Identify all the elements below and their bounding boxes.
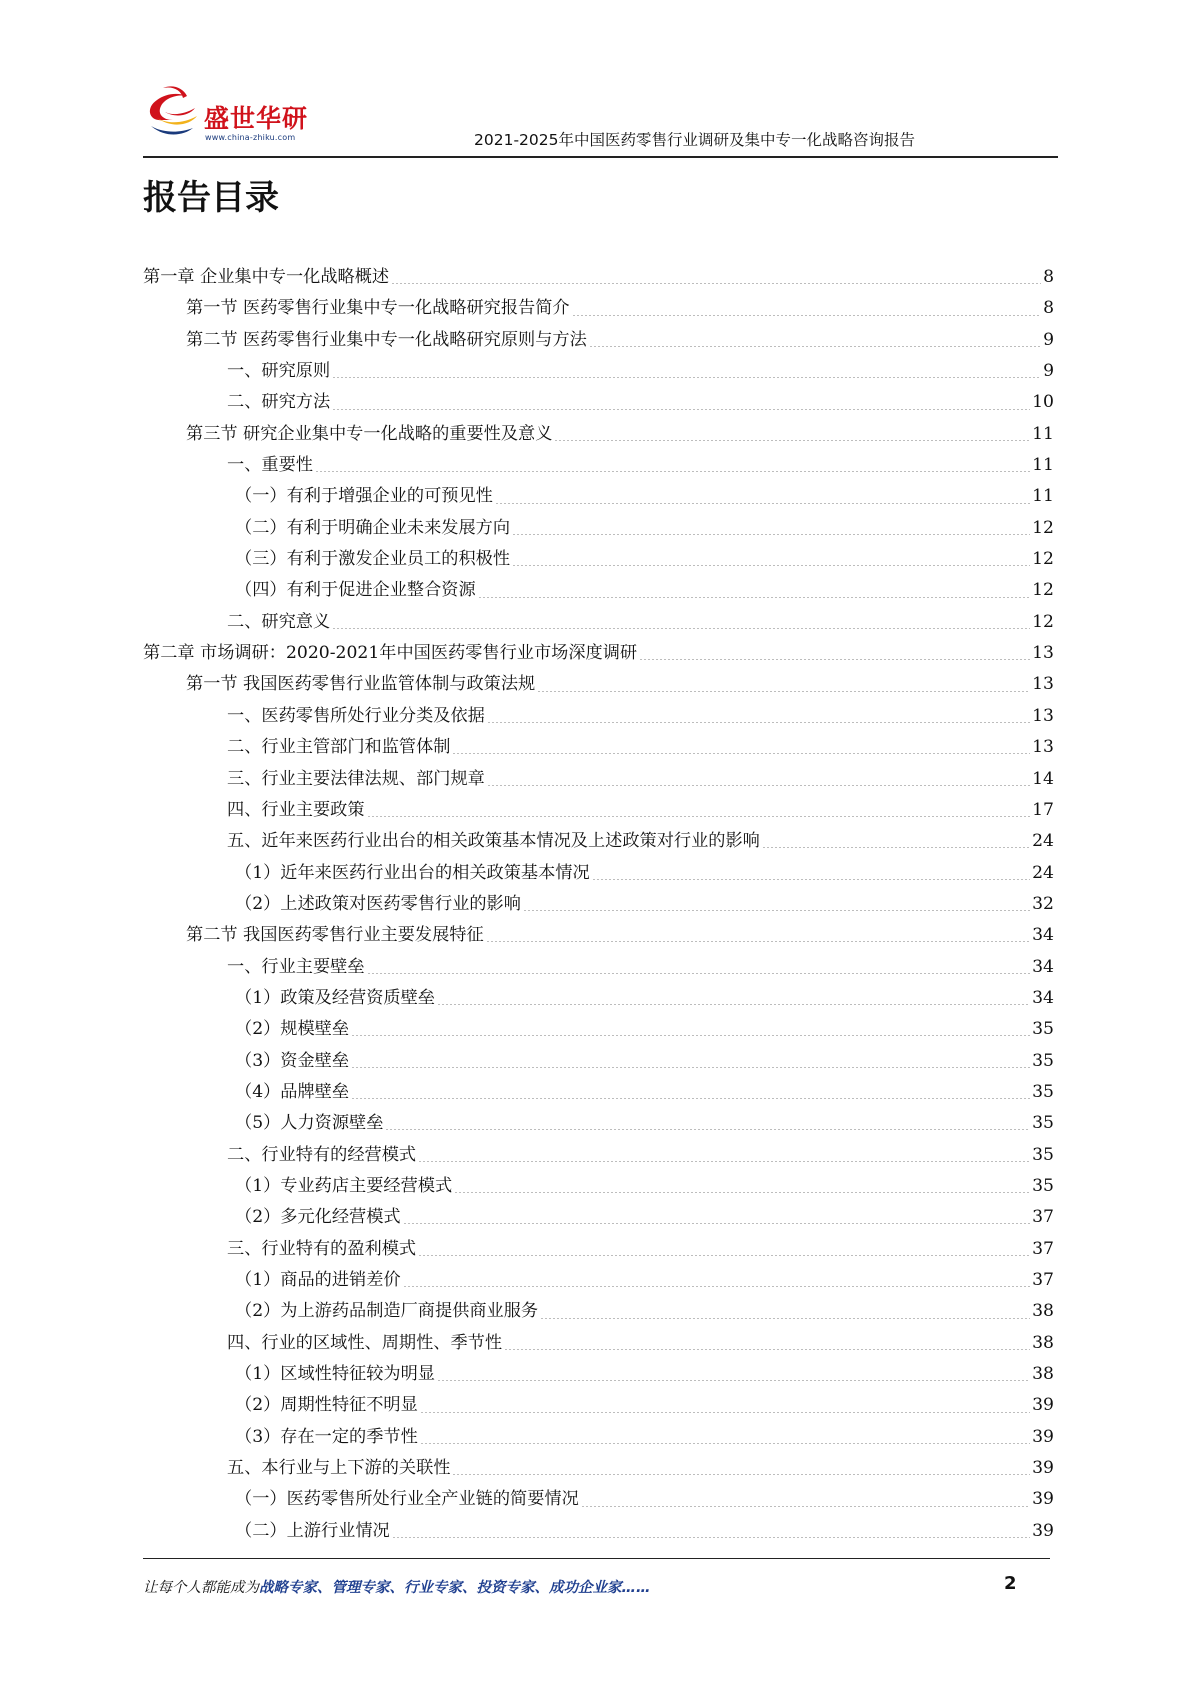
toc-entry-page: 12	[1032, 580, 1054, 601]
toc-leader-dots	[332, 628, 1030, 629]
toc-leader-dots	[486, 941, 1030, 942]
toc-entry-page: 35	[1032, 1175, 1054, 1196]
toc-entry[interactable]	[143, 732, 1054, 763]
toc-entry[interactable]	[143, 1390, 1054, 1421]
toc-entry-label: 第三节 研究企业集中专一化战略的重要性及意义	[186, 423, 553, 444]
toc-entry-label: 一、医药零售所处行业分类及依据	[227, 705, 485, 726]
toc-leader-dots	[437, 1380, 1030, 1381]
toc-entry-label: （3）存在一定的季节性	[235, 1426, 418, 1447]
toc-leader-dots	[495, 503, 1030, 504]
toc-leader-dots	[639, 659, 1030, 660]
toc-leader-dots	[418, 1161, 1030, 1162]
toc-entry[interactable]	[143, 607, 1054, 638]
toc-entry-label: 第二章 市场调研：2020-2021年中国医药零售行业市场深度调研	[143, 643, 638, 664]
toc-entry-page: 17	[1032, 799, 1054, 820]
toc-entry[interactable]	[143, 325, 1054, 356]
toc-entry-page: 35	[1032, 1144, 1054, 1165]
brand-url: www.china-zhiku.com	[205, 133, 296, 142]
toc-entry-label: （一）医药零售所处行业全产业链的简要情况	[235, 1489, 579, 1510]
toc-leader-dots	[332, 377, 1041, 378]
toc-leader-dots	[537, 691, 1030, 692]
toc-entry-page: 11	[1032, 423, 1054, 444]
toc-entry-label: 五、本行业与上下游的关联性	[227, 1458, 451, 1479]
toc-leader-dots	[540, 1318, 1030, 1319]
toc-leader-dots	[512, 565, 1030, 566]
toc-entry-page: 35	[1032, 1081, 1054, 1102]
toc-entry[interactable]	[143, 481, 1054, 512]
toc-entry-page: 37	[1032, 1207, 1054, 1228]
toc-entry-label: 二、研究方法	[227, 392, 331, 413]
toc-entry[interactable]	[143, 1202, 1054, 1233]
toc-entry-label: （2）上述政策对医药零售行业的影响	[235, 893, 521, 914]
toc-entry[interactable]	[143, 1046, 1054, 1077]
toc-entry[interactable]	[143, 1484, 1054, 1515]
toc-leader-dots	[391, 283, 1041, 284]
toc-entry-label: （1）政策及经营资质壁垒	[235, 987, 435, 1008]
toc-entry-label: 一、重要性	[227, 455, 313, 476]
toc-entry[interactable]	[143, 1014, 1054, 1045]
toc-entry-page: 39	[1032, 1520, 1054, 1541]
toc-entry[interactable]	[143, 669, 1054, 700]
toc-leader-dots	[403, 1223, 1031, 1224]
toc-entry-page: 13	[1032, 705, 1054, 726]
toc-entry-label: 第一节 我国医药零售行业监管体制与政策法规	[186, 674, 536, 695]
toc-entry-page: 39	[1032, 1395, 1054, 1416]
toc-leader-dots	[504, 1349, 1030, 1350]
toc-leader-dots	[554, 440, 1030, 441]
toc-entry-label: （1）商品的进销差价	[235, 1270, 401, 1290]
toc-entry-page: 13	[1032, 674, 1054, 695]
toc-entry-page: 34	[1032, 987, 1054, 1008]
toc-entry[interactable]	[143, 1296, 1054, 1327]
toc-entry[interactable]	[143, 1108, 1054, 1139]
toc-leader-dots	[315, 471, 1030, 472]
toc-entry-page: 9	[1043, 361, 1054, 382]
page-title: 报告目录	[143, 178, 279, 218]
toc-leader-dots	[332, 409, 1030, 410]
toc-leader-dots	[762, 847, 1030, 848]
page-header	[0, 0, 1191, 160]
toc-leader-dots	[367, 816, 1031, 817]
toc-entry-label: （二）上游行业情况	[235, 1520, 390, 1541]
toc-leader-dots	[437, 1004, 1030, 1005]
toc-entry[interactable]	[143, 262, 1054, 293]
toc-entry-page: 38	[1032, 1301, 1054, 1322]
toc-entry-label: （一）有利于增强企业的可预见性	[235, 486, 493, 507]
toc-leader-dots	[592, 879, 1030, 880]
toc-entry[interactable]	[143, 450, 1054, 481]
toc-entry[interactable]	[143, 1453, 1054, 1484]
toc-entry-page: 38	[1032, 1364, 1054, 1385]
toc-entry-label: 第二节 医药零售行业集中专一化战略研究原则与方法	[186, 329, 587, 350]
toc-entry[interactable]	[143, 858, 1054, 889]
toc-entry-label: （二）有利于明确企业未来发展方向	[235, 517, 511, 538]
toc-entry[interactable]	[143, 544, 1054, 575]
toc-entry-label: 二、行业特有的经营模式	[227, 1144, 417, 1165]
toc-entry-page: 37	[1032, 1270, 1054, 1290]
toc-leader-dots	[392, 1537, 1030, 1538]
toc-entry[interactable]	[143, 387, 1054, 418]
toc-leader-dots	[367, 973, 1031, 974]
toc-entry[interactable]	[143, 1171, 1054, 1202]
toc-entry-page: 12	[1032, 549, 1054, 570]
toc-entry[interactable]	[143, 356, 1054, 387]
toc-entry-page: 37	[1032, 1238, 1054, 1259]
toc-entry-page: 14	[1032, 768, 1054, 789]
toc-leader-dots	[418, 1255, 1030, 1256]
toc-entry-label: 五、近年来医药行业出台的相关政策基本情况及上述政策对行业的影响	[227, 831, 760, 852]
table-of-contents	[143, 262, 1054, 1547]
toc-entry-page: 10	[1032, 392, 1054, 413]
toc-leader-dots	[452, 1474, 1030, 1475]
toc-entry-label: （4）品牌壁垒	[235, 1081, 350, 1102]
toc-entry[interactable]	[143, 638, 1054, 669]
toc-entry-label: （5）人力资源壁垒	[235, 1113, 384, 1134]
toc-entry-label: （3）资金壁垒	[235, 1050, 350, 1071]
toc-leader-dots	[487, 722, 1030, 723]
toc-entry-page: 24	[1032, 831, 1054, 852]
toc-entry-label: （1）区域性特征较为明显	[235, 1364, 435, 1385]
toc-leader-dots	[454, 1192, 1030, 1193]
slogan-highlight: 战略专家、管理专家、行业专家、投资专家、成功企业家……	[259, 1580, 651, 1596]
toc-entry-page: 35	[1032, 1019, 1054, 1040]
toc-leader-dots	[385, 1129, 1030, 1130]
toc-leader-dots	[452, 753, 1030, 754]
toc-entry-label: （2）规模壁垒	[235, 1019, 350, 1040]
toc-leader-dots	[478, 597, 1030, 598]
toc-entry-label: （1）近年来医药行业出台的相关政策基本情况	[235, 862, 590, 883]
footer-slogan	[143, 1576, 651, 1597]
toc-entry-page: 11	[1032, 486, 1054, 507]
toc-entry[interactable]	[143, 826, 1054, 857]
toc-leader-dots	[589, 346, 1041, 347]
toc-entry-label: （2）周期性特征不明显	[235, 1395, 418, 1416]
toc-entry-label: 一、行业主要壁垒	[227, 956, 365, 977]
toc-leader-dots	[572, 315, 1041, 316]
report-title: 2021-2025年中国医药零售行业调研及集中专一化战略咨询报告	[474, 131, 915, 149]
toc-entry-page: 39	[1032, 1426, 1054, 1447]
toc-entry[interactable]	[143, 419, 1054, 450]
toc-entry-label: 四、行业的区域性、周期性、季节性	[227, 1332, 503, 1353]
toc-entry-label: 三、行业特有的盈利模式	[227, 1238, 417, 1259]
toc-leader-dots	[351, 1067, 1030, 1068]
toc-entry-page: 39	[1032, 1458, 1054, 1479]
toc-leader-dots	[512, 534, 1030, 535]
toc-leader-dots	[403, 1286, 1031, 1287]
toc-entry-page: 35	[1032, 1050, 1054, 1071]
toc-entry[interactable]	[143, 764, 1054, 795]
toc-entry-label: （2）为上游药品制造厂商提供商业服务	[235, 1301, 539, 1322]
toc-leader-dots	[487, 785, 1030, 786]
toc-entry[interactable]	[143, 575, 1054, 606]
toc-entry-label: 二、行业主管部门和监管体制	[227, 737, 451, 758]
toc-entry-label: （1）专业药店主要经营模式	[235, 1175, 453, 1196]
header-divider	[143, 156, 1058, 158]
toc-entry[interactable]	[143, 795, 1054, 826]
slogan-prefix: 让每个人都能成为	[143, 1580, 259, 1596]
toc-entry-page: 13	[1032, 643, 1054, 664]
toc-entry[interactable]	[143, 293, 1054, 324]
toc-entry-page: 38	[1032, 1332, 1054, 1353]
toc-entry[interactable]	[143, 1359, 1054, 1390]
toc-entry-page: 8	[1043, 267, 1054, 287]
toc-entry-label: 第二节 我国医药零售行业主要发展特征	[186, 925, 484, 946]
toc-entry-page: 24	[1032, 862, 1054, 883]
toc-leader-dots	[581, 1506, 1030, 1507]
toc-entry[interactable]	[143, 1140, 1054, 1171]
toc-entry-page: 32	[1032, 893, 1054, 914]
toc-entry-label: 第一节 医药零售行业集中专一化战略研究报告简介	[186, 298, 570, 319]
toc-entry-label: 一、研究原则	[227, 361, 331, 382]
toc-leader-dots	[420, 1443, 1030, 1444]
toc-entry[interactable]	[143, 920, 1054, 951]
toc-entry[interactable]	[143, 952, 1054, 983]
toc-entry[interactable]	[143, 1077, 1054, 1108]
page-number: 2	[1004, 1573, 1017, 1594]
toc-leader-dots	[351, 1098, 1030, 1099]
toc-entry-page: 12	[1032, 517, 1054, 538]
toc-entry[interactable]	[143, 889, 1054, 920]
toc-entry-label: （2）多元化经营模式	[235, 1207, 401, 1228]
toc-entry[interactable]	[143, 1328, 1054, 1359]
toc-entry-label: （四）有利于促进企业整合资源	[235, 580, 476, 601]
toc-entry-label: 二、研究意义	[227, 611, 331, 632]
toc-entry[interactable]	[143, 1422, 1054, 1453]
toc-entry[interactable]	[143, 513, 1054, 544]
toc-entry-label: 第一章 企业集中专一化战略概述	[143, 267, 390, 287]
toc-entry-page: 13	[1032, 737, 1054, 758]
toc-leader-dots	[523, 910, 1030, 911]
toc-entry[interactable]	[143, 1234, 1054, 1265]
toc-entry-page: 11	[1032, 455, 1054, 476]
toc-entry-page: 8	[1043, 298, 1054, 319]
toc-leader-dots	[420, 1412, 1030, 1413]
brand-name: 盛世华研	[204, 104, 309, 133]
toc-entry-page: 12	[1032, 611, 1054, 632]
toc-entry[interactable]	[143, 701, 1054, 732]
footer-divider	[143, 1558, 1050, 1559]
toc-entry[interactable]	[143, 1516, 1054, 1547]
toc-entry-page: 9	[1043, 329, 1054, 350]
toc-entry[interactable]	[143, 983, 1054, 1014]
toc-entry-page: 35	[1032, 1113, 1054, 1134]
toc-entry-page: 34	[1032, 925, 1054, 946]
toc-entry[interactable]	[143, 1265, 1054, 1296]
toc-leader-dots	[351, 1035, 1030, 1036]
toc-entry-page: 39	[1032, 1489, 1054, 1510]
toc-entry-label: 三、行业主要法律法规、部门规章	[227, 768, 485, 789]
toc-entry-page: 34	[1032, 956, 1054, 977]
toc-entry-label: 四、行业主要政策	[227, 799, 365, 820]
toc-entry-label: （三）有利于激发企业员工的积极性	[235, 549, 511, 570]
